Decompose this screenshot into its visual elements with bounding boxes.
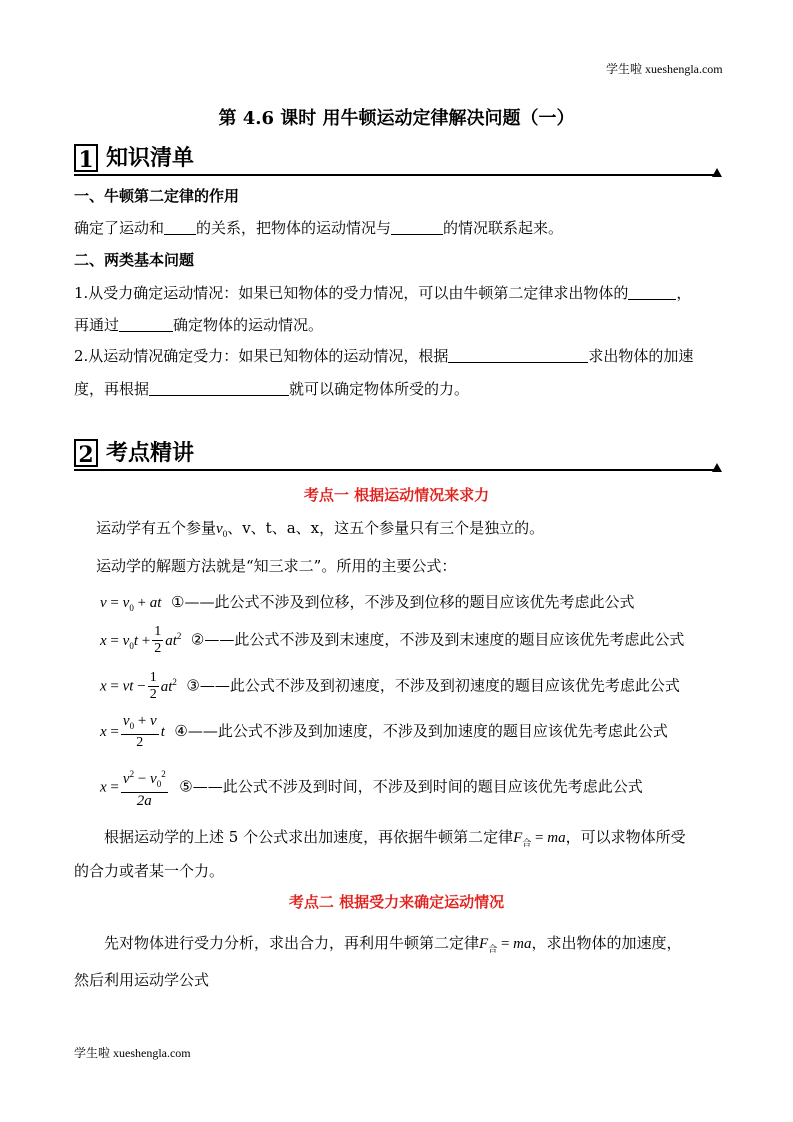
- formula-2: $x = v_0t$ + $\frac{1}{2}$ $at^2$ ②——此公式不涉及到末速度，不涉及到末速度的题目应该优先考虑此公式: [100, 624, 685, 656]
- fill-blank: [164, 220, 196, 235]
- section-number-box: 1: [74, 144, 98, 172]
- text: 运动学有五个参量: [96, 519, 217, 537]
- text: 确定了运动和: [74, 219, 165, 237]
- text: 的情况联系起来。: [443, 219, 564, 237]
- formula-1: [100, 592, 634, 618]
- section-label: 知识清单: [106, 145, 195, 171]
- text: 2.从运动情况确定受力：如果已知物体的运动情况，根据: [74, 347, 449, 365]
- formula-2-note: ②——此公式不涉及到末速度，不涉及到末速度的题目应该优先考虑此公式: [190, 630, 685, 649]
- page-title: 第 4.6 课时 用牛顿运动定律解决问题（一）: [218, 108, 575, 129]
- paragraph-motion-to-force: [74, 346, 693, 366]
- formula-3-math: x = vt −: [100, 678, 146, 695]
- formula-5-note: ⑤——此公式不涉及到时间，不涉及到时间的题目应该优先考虑此公式: [179, 777, 643, 796]
- fill-blank: [628, 285, 676, 300]
- paragraph-apply-newton: [104, 827, 686, 853]
- fraction-half: $\frac{1}{2}$: [149, 670, 157, 702]
- formula-4: x = $\frac{v_0 + v}{2}$ t ④——此公式不涉及到加速度，不涉及到加速度的题目应该优先考虑此公式: [100, 713, 668, 750]
- paragraph-motion-to-force-cont: [74, 379, 469, 399]
- paragraph-parameters: [96, 518, 544, 544]
- formula-3: x = vt − $\frac{1}{2}$ $at^2$ ③——此公式不涉及到初速度，不涉及到初速度的题目应该优先考虑此公式: [100, 670, 680, 702]
- section-rule: [74, 174, 714, 176]
- paragraph-force-to-motion-cont: [74, 315, 323, 335]
- fraction-half: $\frac{1}{2}$: [154, 624, 162, 656]
- header-site-label: 学生啦 xueshengla.com: [606, 62, 723, 76]
- formula-1-note: ①——此公式不涉及到位移，不涉及到位移的题目应该优先考虑此公式: [171, 593, 635, 611]
- fill-blank: [149, 381, 289, 396]
- section-label: 考点精讲: [106, 440, 195, 466]
- text: 求出物体的加速: [588, 347, 694, 365]
- fraction-avg-velocity: $\frac{v_0 + v}{2}$: [122, 713, 157, 750]
- paragraph-role: [74, 218, 563, 238]
- text: 先对物体进行受力分析，求出合力，再利用牛顿第二定律: [104, 934, 480, 952]
- formula-4-note: ④——此公式不涉及到加速度，不涉及到加速度的题目应该优先考虑此公式: [174, 722, 668, 740]
- section-heading-knowledge: [74, 142, 722, 176]
- fill-blank: [448, 348, 588, 363]
- text: 1.从受力确定运动情况：如果已知物体的受力情况，可以由牛顿第二定律求出物体的: [74, 284, 629, 302]
- formula-3-note: ③——此公式不涉及到初速度，不涉及到初速度的题目应该优先考虑此公式: [186, 676, 680, 695]
- text: 的关系，把物体的运动情况与: [196, 219, 392, 237]
- text: 、v、t、a、x，这五个参量只有三个是独立的。: [227, 519, 545, 537]
- fraction-velocity-squared: $\frac{v^2 - v_0^2}{2a}$: [121, 766, 168, 809]
- paragraph-force-analysis-cont: 然后利用运动学公式: [74, 971, 210, 989]
- fill-blank: [391, 220, 443, 235]
- text: 根据运动学的上述 5 个公式求出加速度，再依据牛顿第二定律: [104, 828, 514, 846]
- paragraph-force-analysis: [104, 933, 682, 959]
- paragraph-force-to-motion: [74, 283, 691, 303]
- formula-2-math: $x = v_0t$ +: [100, 632, 151, 651]
- text: 度，再根据: [74, 380, 150, 398]
- math-newton-law: $F_合$ = ma: [513, 830, 566, 848]
- math-v0: $v_0$: [216, 521, 228, 539]
- fill-blank: [119, 317, 173, 332]
- section-rule: [74, 469, 714, 471]
- paragraph-apply-newton-cont: 的合力或者某一个力。: [74, 862, 225, 880]
- math-newton-law: $F_合$ = ma: [479, 936, 532, 954]
- triangle-marker-icon: [712, 168, 722, 177]
- section-number-box: 2: [74, 439, 98, 467]
- footer-site-label: 学生啦 xueshengla.com: [74, 1046, 191, 1060]
- text: 再通过: [74, 316, 120, 334]
- formula-5: [100, 766, 643, 809]
- text: 确定物体的运动情况。: [173, 316, 324, 334]
- formula-5-math: x =: [100, 779, 119, 796]
- text: 就可以确定物体所受的力。: [289, 380, 470, 398]
- key-point-2-title: 考点二 根据受力来确定运动情况: [288, 893, 505, 911]
- paragraph-method: 运动学的解题方法就是“知三求二”。所用的主要公式：: [96, 557, 457, 575]
- subheading-two-problems: 二、两类基本问题: [74, 251, 195, 269]
- text: ，可以求物体所受: [565, 828, 686, 846]
- formula-4-math: x =: [100, 724, 119, 740]
- text: ，: [676, 284, 692, 302]
- triangle-marker-icon: [712, 463, 722, 472]
- key-point-1-title: 考点一 根据运动情况来求力: [303, 486, 490, 504]
- formula-1-math: $v = v_0$ + at: [100, 595, 162, 613]
- text: ，求出物体的加速度，: [531, 934, 682, 952]
- section-heading-key-points: [74, 437, 722, 471]
- subheading-newton-second-law: 一、牛顿第二定律的作用: [74, 187, 240, 205]
